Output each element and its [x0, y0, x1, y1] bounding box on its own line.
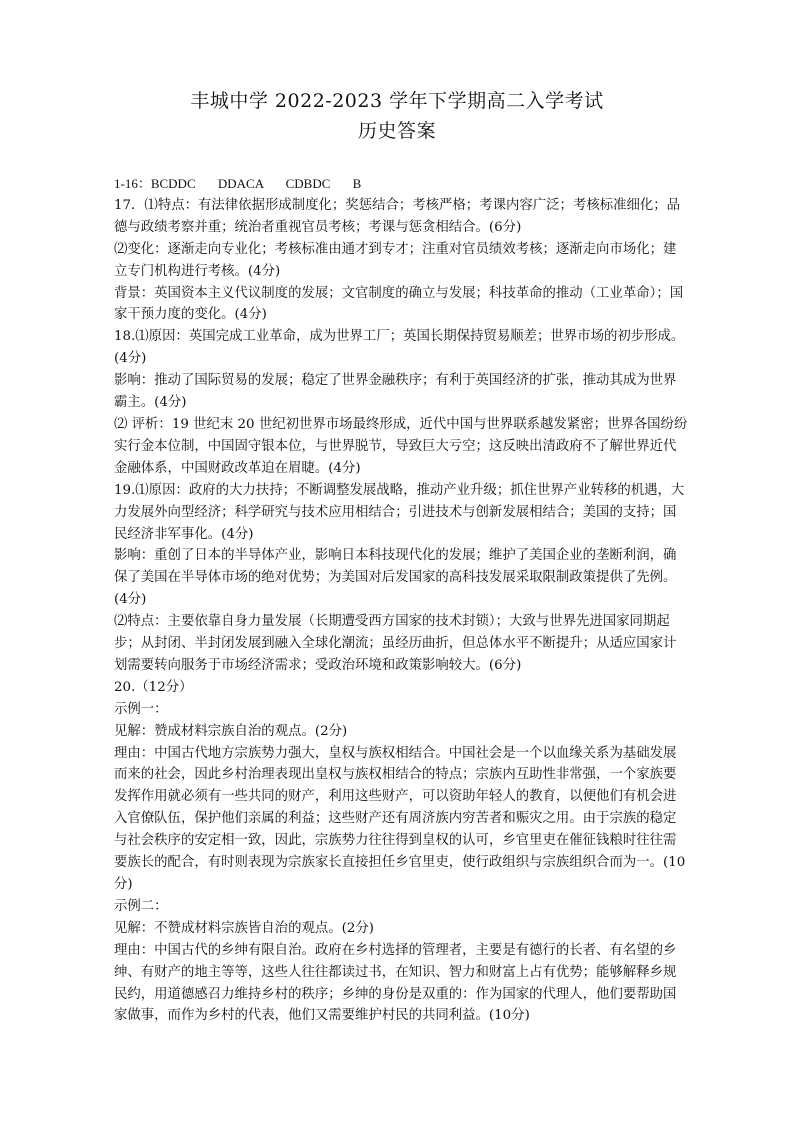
mc-answers: 1-16：BCDDC DDACA CDBDC B — [114, 176, 362, 191]
exam-subtitle: 历史答案 — [357, 120, 436, 142]
q20-example2-view: 见解：不赞成材料宗族皆自治的观点。(2分) — [114, 920, 374, 936]
q20-example1-reason: 理由：中国古代地方宗族势力强大，皇权与族权相结合。中国社会是一个以血缘关系为基础发展而来的社会，因此乡村治理表现出皇权与族权相结合的特点；宗族内互助性非常强，一个家族要发挥作用就必须有一些共同的财产，利用这些财产，可以资助年轻人的教育，以便他们有机会进入官僚队伍，保护他们亲属的利益；这些财产还有周济族内穷苦者和赈灾之用。由于宗族的稳定与社会秩序的安定相一致，因此，宗族势力往往得到皇权的认可，乡官里吏在催征钱粮时往往需要族长的配合，有时则表现为宗族家长直接担任乡官里吏，使行政组织与宗族组织合而为一。(10分) — [114, 745, 686, 892]
q20-example1-heading: 示例一： — [114, 701, 168, 717]
q17-background: 背景：英国资本主义代议制度的发展；文官制度的确立与发展；科技革命的推动（工业革命）；国家干预力度的变化。(4分) — [114, 285, 684, 323]
q18-part1-reasons: 18.⑴原因：英国完成工业革命，成为世界工厂；英国长期保持贸易顺差；世界市场的初步形成。(4分) — [114, 329, 685, 367]
q20-example2-heading: 示例二： — [114, 898, 168, 914]
q20-example1-view: 见解：赞成材料宗族自治的观点。(2分) — [114, 723, 348, 739]
header — [0, 86, 794, 146]
q17-part1-features: 17．⑴特点：有法律依据形成制度化；奖惩结合；考核严格；考课内容广泛；考核标准细化；品德与政绩考察并重；统治者重视官员考核；考课与惩贪相结合。(6分) — [114, 197, 681, 235]
q17-part2-changes: ⑵变化：逐渐走向专业化；考核标准由通才到专才；注重对官员绩效考核；逐渐走向市场化；建立专门机构进行考核。(4分) — [114, 241, 677, 279]
q19-part2-features: ⑵特点：主要依靠自身力量发展（长期遭受西方国家的技术封锁）；大致与世界先进国家同期起步；从封闭、半封闭发展到融入全球化潮流；虽经历曲折，但总体水平不断提升；从适应国家计划需要转向服务于市场经济需求；受政治环境和政策影响较大。(6分) — [114, 614, 677, 673]
q18-influence: 影响：推动了国际贸易的发展；稳定了世界金融秩序；有利于英国经济的扩张，推动其成为世界霸主。(4分) — [114, 373, 677, 411]
q19-influence: 影响：重创了日本的半导体产业，影响日本科技现代化的发展；维护了美国企业的垄断利润，确保了美国在半导体市场的绝对优势；为美国对后发国家的高科技发展采取限制政策提供了先例。(4分) — [114, 548, 677, 608]
q19-part1-reasons: 19.⑴原因：政府的大力扶持；不断调整发展战略，推动产业升级；抓住世界产业转移的机遇，大力发展外向型经济；科学研究与技术应用相结合；引进技术与创新发展相结合；美国的支持；国民经济非军事化。(4分) — [114, 482, 685, 542]
exam-title: 丰城中学 2022-2023 学年下学期高二入学考试 — [190, 90, 604, 112]
answer-body — [114, 173, 688, 1027]
q18-part2-evaluation: ⑵ 评析：19 世纪末 20 世纪初世界市场最终形成，近代中国与世界联系越发紧密；世界各国纷纷实行金本位制，中国固守银本位，与世界脱节，导致巨大亏空；这反映出清政府不了解世界近代金融体系，中国财政改革迫在眉睫。(4分) — [114, 416, 688, 476]
q20-example2-reason: 理由：中国古代的乡绅有限自治。政府在乡村选择的管理者，主要是有德行的长者、有名望的乡绅、有财产的地主等等，这些人往往都读过书，在知识、智力和财富上占有优势；能够解释乡规民约，用道德感召力维持乡村的秩序；乡绅的身份是双重的：作为国家的代理人，他们要帮助国家做事，而作为乡村的代表，他们又需要维护村民的共同利益。(10分) — [114, 942, 677, 1024]
q20-heading: 20.（12分） — [114, 679, 193, 695]
